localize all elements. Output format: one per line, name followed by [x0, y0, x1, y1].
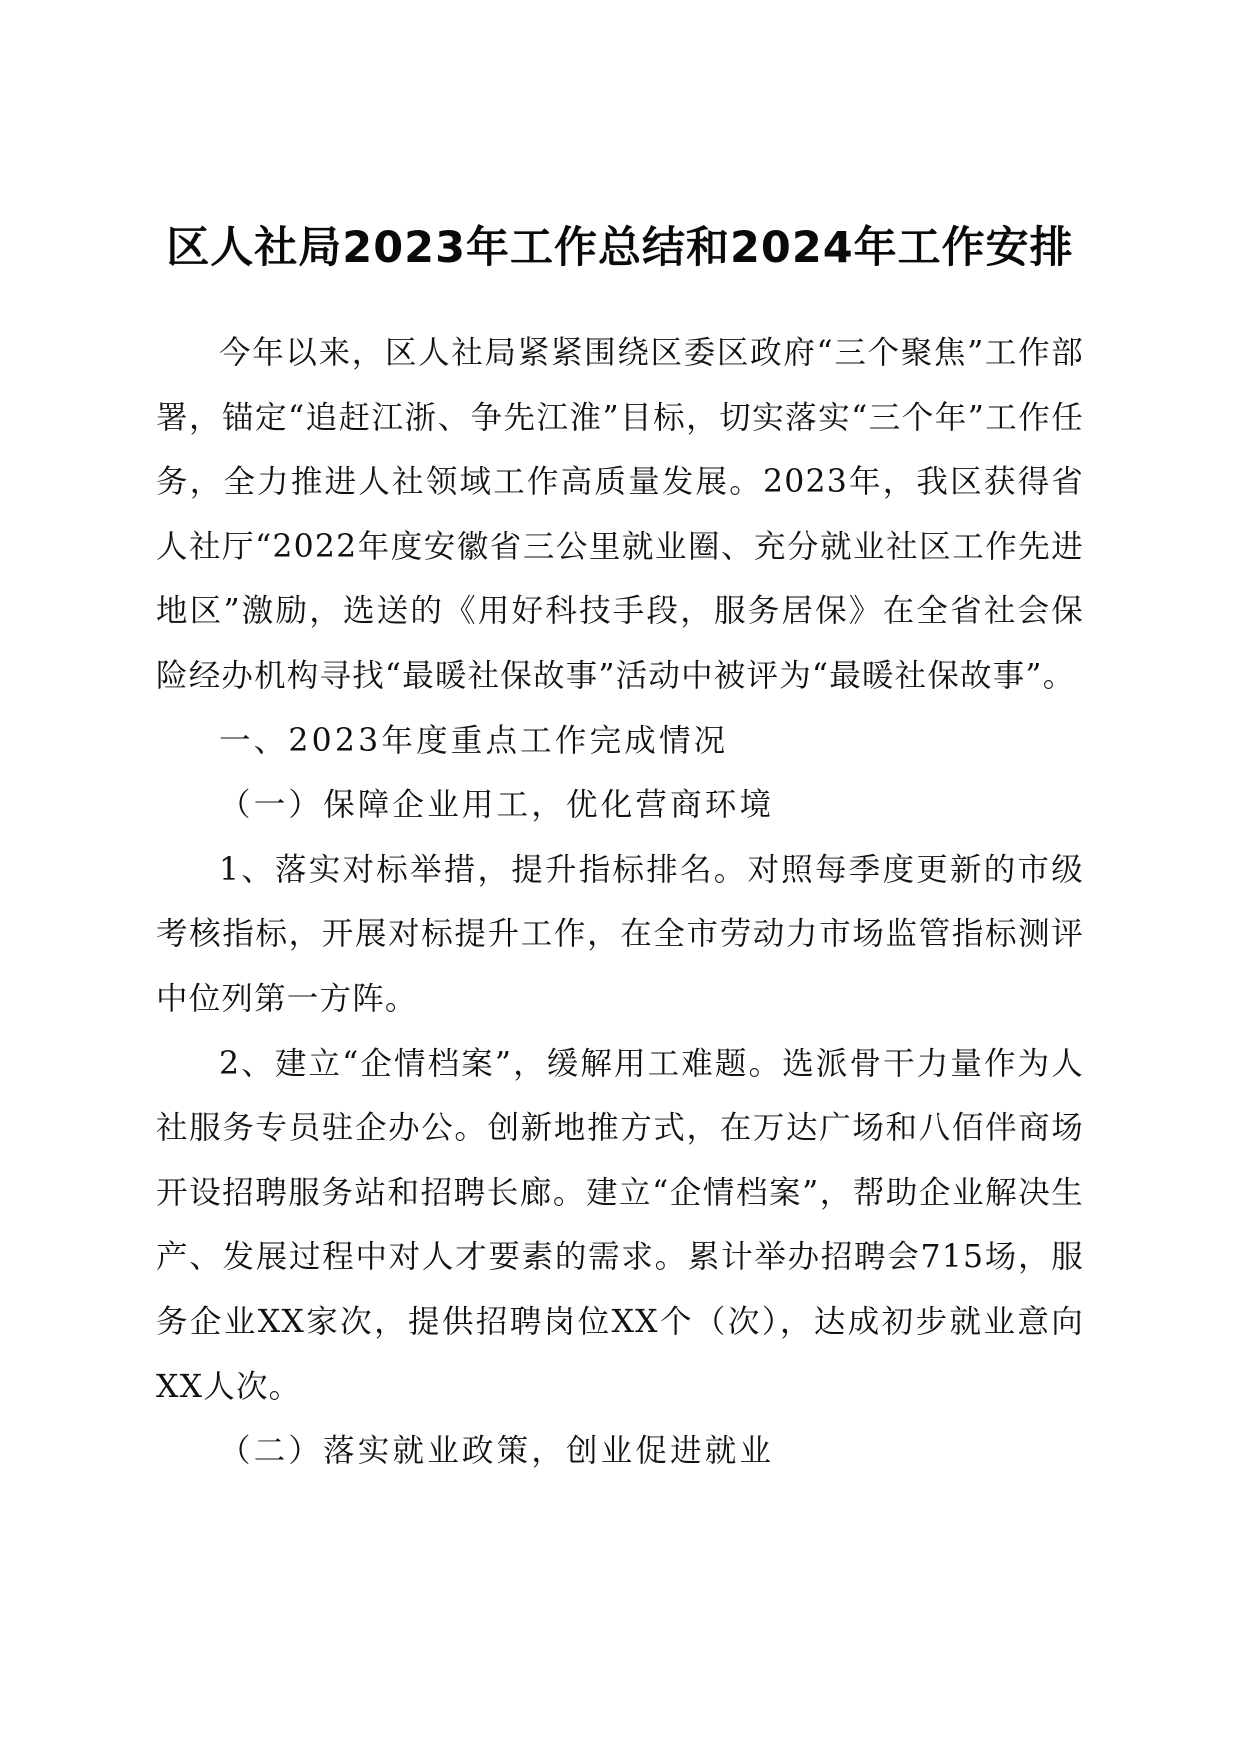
subsection-heading-1: （一）保障企业用工，优化营商环境 — [219, 787, 775, 824]
document-title: 区人社局2023年工作总结和2024年工作安排 — [166, 223, 1074, 273]
item-paragraph-2: 2、建立“企情档案”，缓解用工难题。选派骨干力量作为人社服务专员驻企办公。创新地推方式，在万达广场和八佰伴商场开设招聘服务站和招聘长廊。建立“企情档案”，帮助企业解决生产、发展过程中对人才要素的需求。累计举办招聘会715场，服务企业XX家次，提供招聘岗位XX个（次），达成初步就业意向XX人次。 — [156, 1045, 1084, 1405]
section-heading-1: 一、2023年度重点工作完成情况 — [219, 722, 729, 759]
item-paragraph-1: 1、落实对标举措，提升指标排名。对照每季度更新的市级考核指标，开展对标提升工作，在全市劳动力市场监管指标测评中位列第一方阵。 — [156, 851, 1084, 1017]
subsection-heading-2: （二）落实就业政策，创业促进就业 — [219, 1433, 775, 1470]
document-body — [156, 321, 1084, 1484]
intro-paragraph: 今年以来，区人社局紧紧围绕区委区政府“三个聚焦”工作部署，锚定“追赶江浙、争先江淮”目标，切实落实“三个年”工作任务，全力推进人社领域工作高质量发展。2023年，我区获得省人社厅“2022年度安徽省三公里就业圈、充分就业社区工作先进地区”激励，选送的《用好科技手段，服务居保》在全省社会保险经办机构寻找“最暖社保故事”活动中被评为“最暖社保故事”。 — [156, 335, 1084, 694]
